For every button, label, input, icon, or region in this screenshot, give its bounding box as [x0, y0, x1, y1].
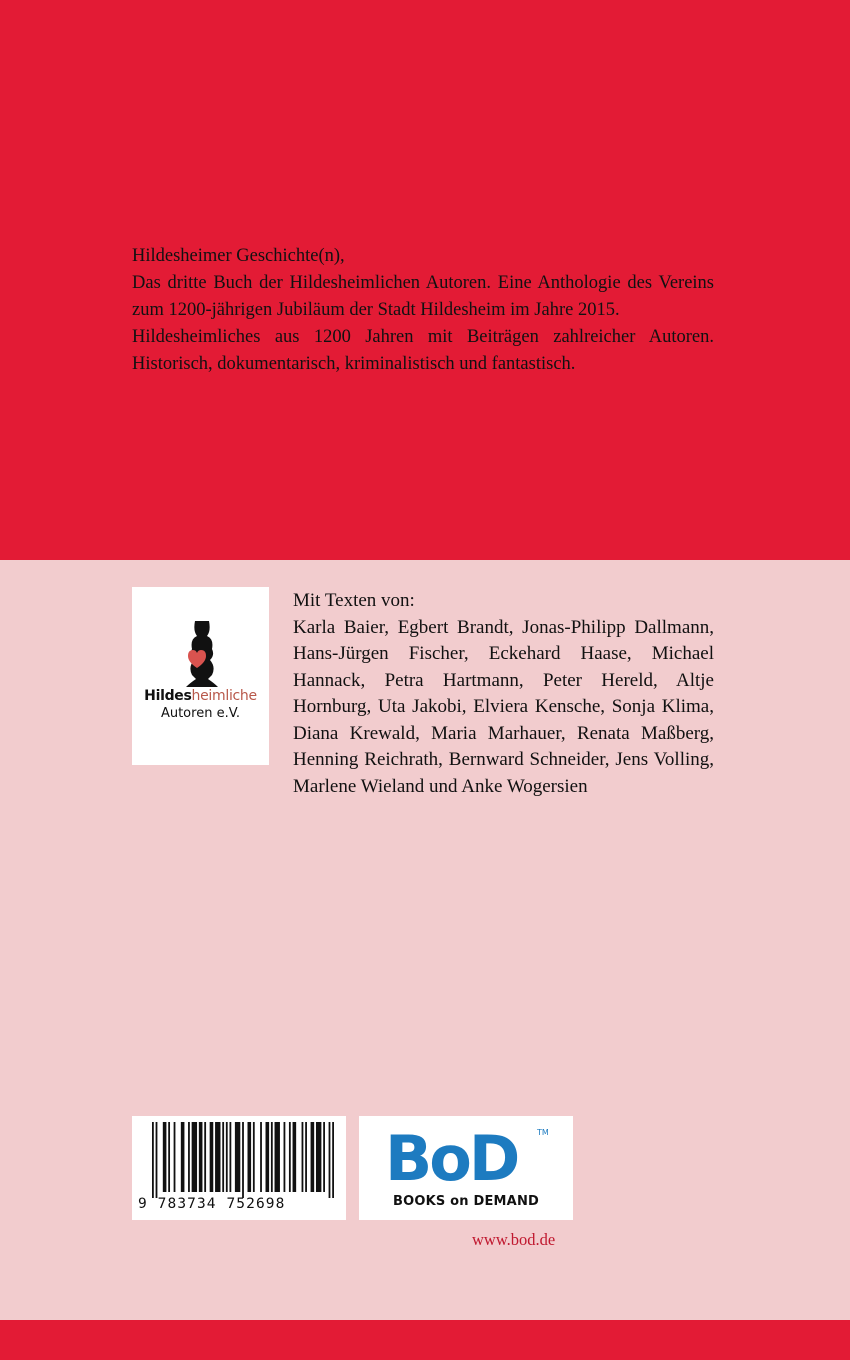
barcode-bar — [305, 1122, 307, 1192]
logo-name-part-1: Hildes — [144, 688, 192, 704]
barcode-bar — [289, 1122, 291, 1192]
barcode-bar — [174, 1122, 176, 1192]
barcode-bar — [293, 1122, 297, 1192]
publisher-tagline: BOOKS on DEMAND — [392, 1194, 540, 1209]
blurb-paragraph-2: Hildesheimliches aus 1200 Jahren mit Beiträgen zahlreicher Autoren. Historisch, dokumentarisch, kriminalistisch und fantastisch. — [132, 327, 714, 374]
blurb-paragraph-1: Das dritte Buch der Hildesheimlichen Autoren. Eine Anthologie des Vereins zum 1200-jährigen Jubiläum der Stadt Hildesheim im Jahre 2015. — [132, 273, 714, 320]
barcode-bar — [275, 1122, 280, 1192]
publisher-logo — [359, 1116, 573, 1220]
barcode-bar — [199, 1122, 203, 1192]
barcode-bars — [152, 1122, 334, 1198]
bod-logo-letters: BoD — [385, 1122, 518, 1195]
logo-name — [132, 688, 269, 704]
barcode-bar — [152, 1122, 154, 1198]
barcode-bar — [284, 1122, 286, 1192]
back-cover-blurb — [132, 243, 714, 378]
authors-list: Karla Baier, Egbert Brandt, Jonas-Philipp Dallmann, Hans-Jürgen Fischer, Eckehard Haase, Michael Hannack, Petra Hartmann, Peter Hereld, Altje Hornburg, Uta Jakobi, Elviera Kensche, Sonja Klima, Diana Krewald, Maria Marhauer, Renata Maßberg, Henning Reichrath, Bernward Schneider, Jens Volling, Marlene Wieland und Anke Wogersien — [293, 616, 714, 797]
barcode-bar — [156, 1122, 158, 1198]
barcode-bar — [210, 1122, 214, 1192]
barcode-bar — [204, 1122, 206, 1192]
cover-bottom-band — [0, 1320, 850, 1360]
isbn-digits: 9 783734 752698 — [138, 1196, 286, 1212]
isbn-barcode — [132, 1116, 346, 1220]
logo-subtitle: Autoren e.V. — [160, 706, 241, 721]
barcode-bar — [242, 1122, 244, 1198]
barcode-bar — [215, 1122, 220, 1192]
logo-name-part-2: heimliche — [191, 688, 257, 704]
barcode-bar — [302, 1122, 304, 1192]
barcode-bar — [235, 1122, 240, 1192]
barcode-bar — [271, 1122, 273, 1192]
barcode-bar — [192, 1122, 197, 1192]
publisher-website[interactable]: www.bod.de — [472, 1230, 556, 1249]
barcode-bar — [329, 1122, 331, 1198]
barcode-bar — [226, 1122, 228, 1192]
barcode-bar — [222, 1122, 224, 1192]
blurb-title: Hildesheimer Geschichte(n), — [132, 246, 345, 266]
barcode-bar — [229, 1122, 231, 1192]
authors-heading: Mit Texten von: — [293, 590, 415, 611]
trademark-mark: TM — [537, 1128, 549, 1137]
barcode-bar — [253, 1122, 255, 1192]
barcode-bar — [163, 1122, 167, 1192]
barcode-bar — [188, 1122, 190, 1192]
authors-section — [293, 588, 714, 800]
barcode-bar — [316, 1122, 321, 1192]
barcode-bar — [248, 1122, 252, 1192]
barcode-bar — [323, 1122, 325, 1192]
barcode-bar — [181, 1122, 185, 1192]
barcode-bar — [332, 1122, 334, 1198]
barcode-bar — [266, 1122, 270, 1192]
silhouette-heart-icon — [184, 619, 220, 689]
barcode-bar — [168, 1122, 170, 1192]
barcode-bar — [311, 1122, 315, 1192]
association-logo — [132, 587, 269, 765]
barcode-bar — [260, 1122, 262, 1192]
